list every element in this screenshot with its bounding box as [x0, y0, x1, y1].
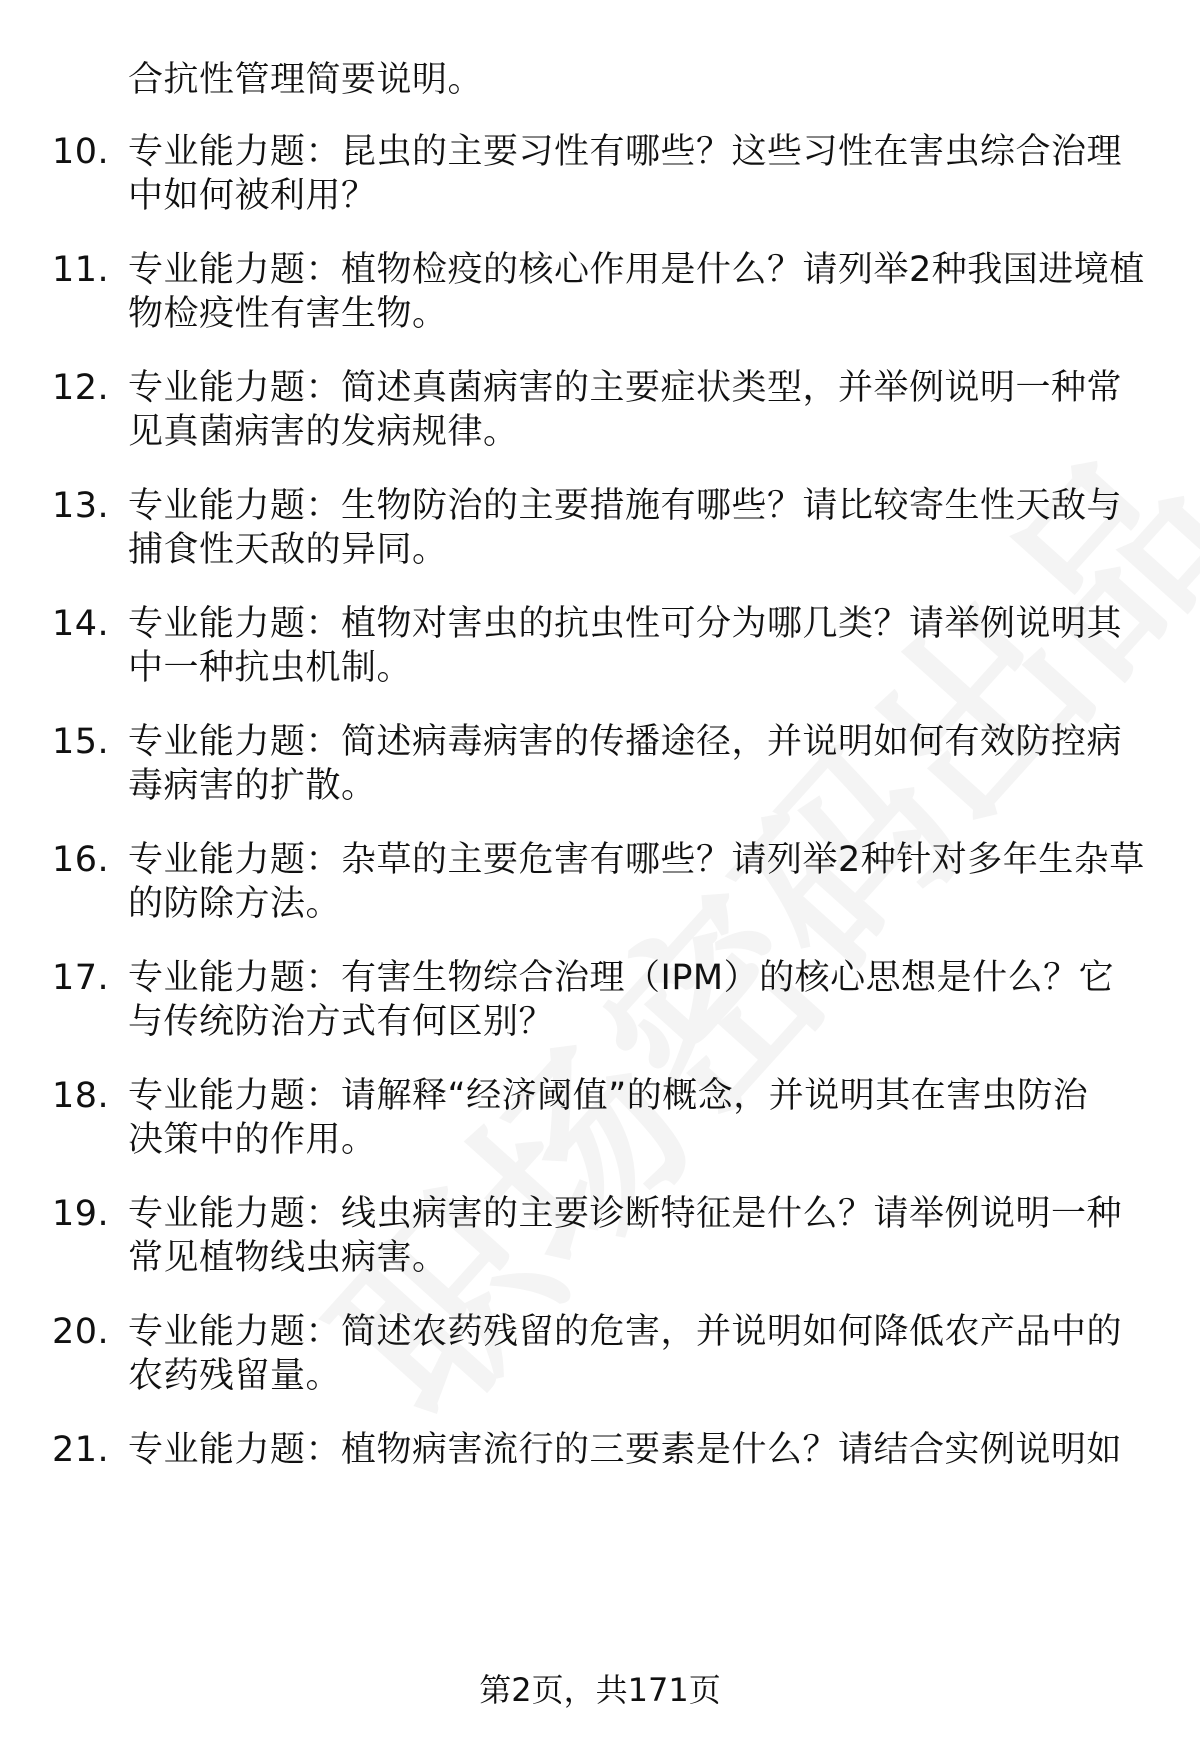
- question-number: 13.: [52, 486, 110, 526]
- question-number: 16.: [52, 840, 110, 880]
- question-number: 20.: [52, 1312, 110, 1352]
- question-text-line1: 专业能力题：简述农药残留的危害，并说明如何降低农产品中的: [128, 1312, 1123, 1352]
- continuation-text: 合抗性管理简要说明。: [128, 60, 484, 100]
- question-text-line1: 专业能力题：植物病害流行的三要素是什么？请结合实例说明如: [128, 1430, 1123, 1470]
- question-number: 12.: [52, 368, 110, 408]
- question-number: 15.: [52, 722, 110, 762]
- question-text-line1: 专业能力题：简述真菌病害的主要症状类型，并举例说明一种常: [128, 368, 1123, 408]
- question-number: 19.: [52, 1194, 110, 1234]
- question-text-line2: 见真菌病害的发病规律。: [128, 412, 519, 452]
- question-number: 21.: [52, 1430, 110, 1470]
- question-text-line2: 决策中的作用。: [128, 1120, 377, 1160]
- question-text-line2: 的防除方法。: [128, 884, 342, 924]
- question-text-line1: 专业能力题：杂草的主要危害有哪些？请列举2种针对多年生杂草: [128, 840, 1145, 880]
- question-text-line2: 常见植物线虫病害。: [128, 1238, 448, 1278]
- question-text-line1: 专业能力题：线虫病害的主要诊断特征是什么？请举例说明一种: [128, 1194, 1123, 1234]
- question-number: 14.: [52, 604, 110, 644]
- question-text-line1: 专业能力题：植物对害虫的抗虫性可分为哪几类？请举例说明其: [128, 604, 1123, 644]
- question-number: 10.: [52, 132, 110, 172]
- page-footer: 第2页，共171页: [479, 1671, 721, 1709]
- question-number: 17.: [52, 958, 110, 998]
- question-text-line2: 与传统防治方式有何区别？: [128, 1002, 555, 1042]
- question-text-line1: 专业能力题：简述病毒病害的传播途径，并说明如何有效防控病: [128, 722, 1123, 762]
- question-text-line1: 专业能力题：请解释“经济阈值”的概念，并说明其在害虫防治: [128, 1076, 1089, 1116]
- question-text-line1: 专业能力题：生物防治的主要措施有哪些？请比较寄生性天敌与: [128, 486, 1123, 526]
- question-text-line2: 中如何被利用？: [128, 176, 377, 216]
- question-text-line2: 农药残留量。: [128, 1356, 342, 1396]
- question-text-line1: 专业能力题：有害生物综合治理（IPM）的核心思想是什么？它: [128, 958, 1115, 998]
- question-text-line1: 专业能力题：植物检疫的核心作用是什么？请列举2种我国进境植: [128, 250, 1145, 290]
- question-text-line2: 毒病害的扩散。: [128, 766, 377, 806]
- question-text-line2: 中一种抗虫机制。: [128, 648, 413, 688]
- question-text-line2: 捕食性天敌的异同。: [128, 530, 448, 570]
- question-text-line1: 专业能力题：昆虫的主要习性有哪些？这些习性在害虫综合治理: [128, 132, 1123, 172]
- question-number: 18.: [52, 1076, 110, 1116]
- question-text-line2: 物检疫性有害生物。: [128, 294, 448, 334]
- question-number: 11.: [52, 250, 110, 290]
